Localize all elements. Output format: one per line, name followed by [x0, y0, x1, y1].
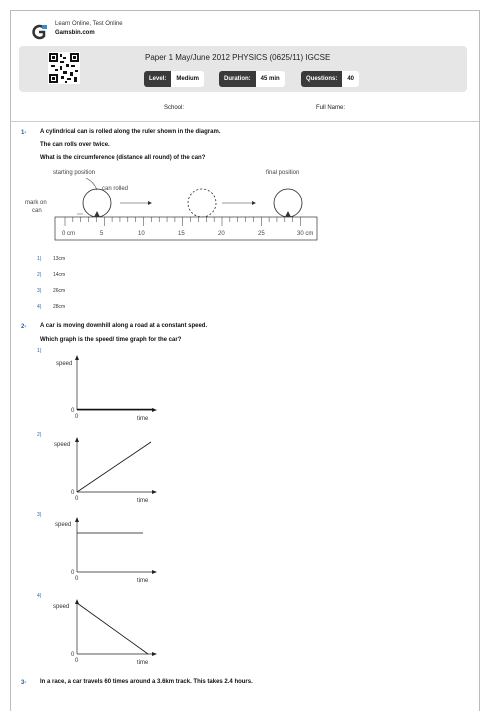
ruler	[55, 217, 317, 240]
logo-icon	[29, 24, 49, 40]
q1-line-2: The can rolls over twice.	[40, 142, 110, 148]
q2-option-4-number[interactable]: 4)	[37, 593, 42, 599]
svg-text:0: 0	[75, 414, 79, 420]
diagram-start-label: starting position	[53, 170, 96, 176]
q2-graph-1[interactable]	[50, 352, 170, 424]
diagram-final-label: final position	[266, 170, 300, 176]
q1-line-1: A cylindrical can is rolled along the ruler shown in the diagram.	[40, 129, 221, 135]
tick-label-15: 15	[178, 231, 185, 237]
tick-label-20: 20	[218, 231, 225, 237]
q2-option-3-number[interactable]: 3)	[37, 512, 42, 518]
q2-number: 2-	[21, 324, 27, 330]
full-name-field[interactable]: Full Name:	[316, 105, 346, 111]
svg-text:speed: speed	[54, 442, 71, 448]
q1-option-2-number[interactable]: 2)	[37, 272, 42, 278]
svg-text:time: time	[137, 578, 149, 584]
tick-label-0: 0 cm	[62, 231, 76, 237]
svg-text:0: 0	[75, 658, 79, 664]
level-value: Medium	[171, 71, 204, 87]
questions-value: 40	[342, 71, 359, 87]
svg-text:0: 0	[75, 576, 79, 582]
svg-text:0: 0	[71, 652, 75, 658]
svg-text:speed: speed	[53, 604, 70, 610]
svg-text:0: 0	[71, 408, 75, 414]
mark-label-2: can	[32, 208, 42, 214]
page-title: Paper 1 May/June 2012 PHYSICS (0625/11) IGCSE	[145, 53, 331, 62]
diagram-rolled-label: can rolled	[102, 186, 129, 192]
divider	[10, 121, 479, 122]
duration-badge	[219, 71, 285, 87]
q1-option-3-number[interactable]: 3)	[37, 288, 42, 294]
brand-url[interactable]: Gamsbin.com	[55, 30, 95, 36]
qr-code-icon	[48, 52, 80, 84]
questions-badge	[301, 71, 359, 87]
questions-label: Questions:	[301, 71, 342, 87]
svg-text:time: time	[137, 660, 149, 666]
level-badge	[144, 71, 204, 87]
duration-label: Duration:	[219, 71, 256, 87]
duration-value: 45 min	[256, 71, 285, 87]
q3-text: In a race, a car travels 60 times around a 3.6km track. This takes 2.4 hours.	[40, 679, 253, 685]
svg-text:time: time	[137, 498, 149, 504]
q3-number: 3-	[21, 680, 27, 686]
level-label: Level:	[144, 71, 171, 87]
tick-label-25: 25	[258, 231, 265, 237]
tick-label-5: 5	[100, 231, 104, 237]
q2-option-1-number[interactable]: 1)	[37, 348, 42, 354]
q2-graph-3[interactable]	[50, 514, 170, 586]
mark-label-1: mark on	[25, 200, 47, 206]
tick-label-30: 30 cm	[297, 231, 314, 237]
q1-option-2[interactable]: 14cm	[53, 272, 66, 278]
can-rolling	[188, 189, 216, 217]
school-field[interactable]: School:	[164, 105, 185, 111]
q1-option-1-number[interactable]: 1)	[37, 256, 42, 262]
q1-option-4-number[interactable]: 4)	[37, 304, 42, 310]
q1-line-3: What is the circumference (distance all round) of the can?	[40, 155, 206, 161]
q2-graph-2[interactable]	[50, 434, 170, 506]
ruler-diagram	[20, 164, 320, 244]
q2-line-1: A car is moving downhill along a road at a constant speed.	[40, 323, 208, 329]
q1-option-3[interactable]: 26cm	[53, 288, 66, 294]
svg-text:time: time	[137, 416, 149, 422]
q1-option-4[interactable]: 28cm	[53, 304, 66, 310]
brand-tagline: Learn Online, Test Online	[55, 21, 123, 27]
q2-graph-4[interactable]	[50, 596, 170, 668]
svg-text:speed: speed	[55, 522, 72, 528]
svg-text:speed: speed	[56, 361, 73, 367]
q1-option-1[interactable]: 13cm	[53, 256, 66, 262]
tick-label-10: 10	[138, 231, 145, 237]
svg-text:0: 0	[71, 570, 75, 576]
q2-line-2: Which graph is the speed/ time graph for the car?	[40, 337, 182, 343]
svg-text:0: 0	[75, 496, 79, 502]
q1-number: 1-	[21, 130, 27, 136]
q2-option-2-number[interactable]: 2)	[37, 432, 42, 438]
svg-text:0: 0	[71, 490, 75, 496]
